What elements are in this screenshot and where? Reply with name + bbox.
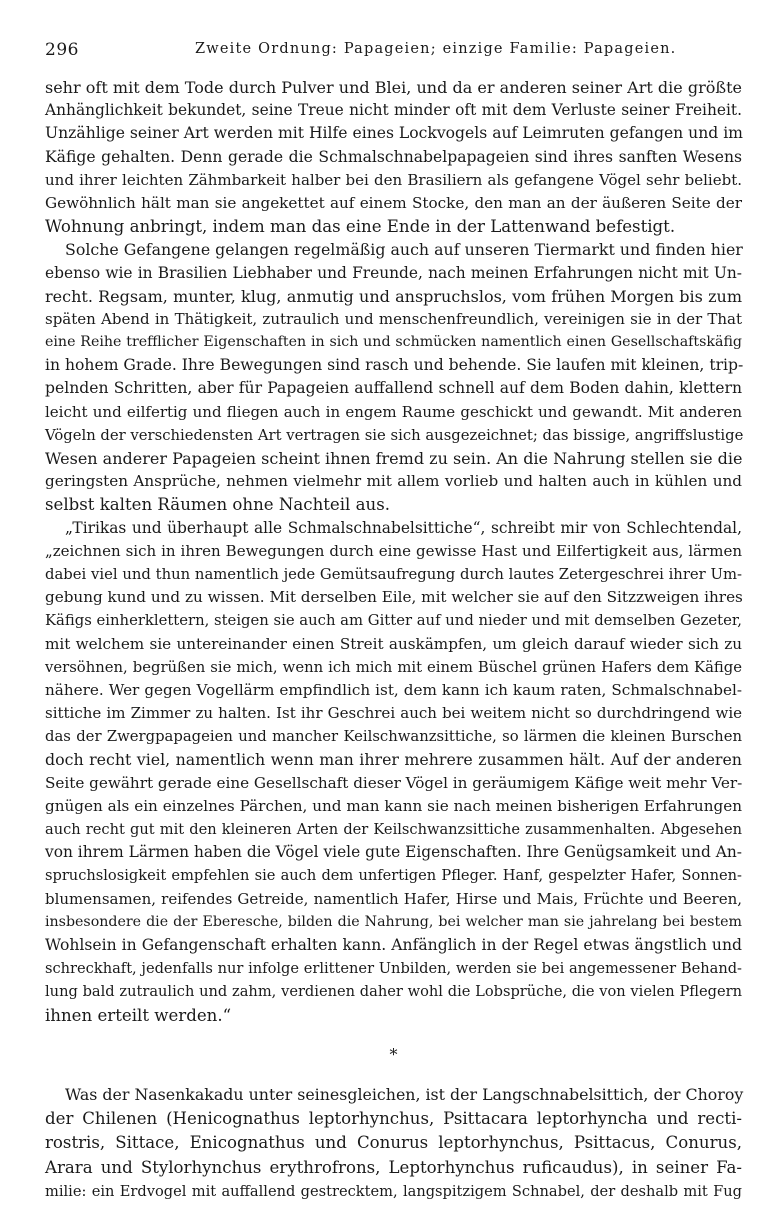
paragraph-2: [45, 238, 742, 516]
text-line: sittiche im Zimmer zu halten. Ist ihr Geschrei auch bei weitem nicht so durchdringend wie: [45, 704, 742, 723]
text-line: gnügen als ein einzelnes Pärchen, und man kann sie nach meinen bisherigen Erfahrungen: [45, 796, 742, 815]
text-line: versöhnen, begrüßen sie mich, wenn ich mich mit einem Büschel grünen Hafers dem Käfige: [45, 658, 742, 676]
text-line: gebung kund und zu wissen. Mit derselben Eile, mit welcher sie auf den Sitzzweigen ihres: [45, 588, 743, 607]
text-line: selbst kalten Räumen ohne Nachteil aus.: [45, 495, 391, 515]
text-line: insbesondere die der Eberesche, bilden die Nahrung, bei welcher man sie jahrelang bei bestem: [45, 913, 742, 930]
text-line: mit welchem sie untereinander einen Streit auskämpfen, um gleich darauf wieder sich zu: [45, 634, 742, 653]
text-line: Wohnung anbringt, indem man das eine Ende in der Lattenwand befestigt.: [45, 217, 676, 237]
text-line: sehr oft mit dem Tode durch Pulver und Blei, und da er anderen seiner Art die größte: [45, 78, 742, 97]
text-line: doch recht viel, namentlich wenn man ihrer mehrere zusammen hält. Auf der anderen: [45, 750, 742, 770]
text-line: Käfige gehalten. Denn gerade die Schmalschnabelpapageien sind ihres sanften Wesens: [45, 147, 742, 166]
text-line: und ihrer leichten Zähmbarkeit halber bei den Brasiliern als gefangene Vögel sehr beliebt.: [45, 170, 742, 189]
text-line: Käfigs einherklettern, steigen sie auch am Gitter auf und nieder und mit demselben Gezeter,: [45, 612, 742, 630]
text-line: spruchslosigkeit empfehlen sie auch dem unfertigen Pfleger. Hanf, gespelzter Hafer, Sonnen-: [45, 867, 742, 885]
text-line: milie: ein Erdvogel mit auffallend gestrecktem, langspitzigem Schnabel, der deshalb mit Fug: [45, 1183, 742, 1201]
text-line: geringsten Ansprüche, nehmen vielmehr mit allem vorlieb und halten auch in kühlen und: [45, 472, 742, 491]
text-line: Was der Nasenkakadu unter seinesgleichen, ist der Langschnabelsittich, der Choroy: [65, 1084, 744, 1104]
text-line: Unzählige seiner Art werden mit Hilfe eines Lockvogels auf Leimruten gefangen und im: [45, 124, 743, 143]
text-line: Gewöhnlich hält man sie angekettet auf einem Stocke, den man an der äußeren Seite der: [45, 193, 742, 212]
page-header: [45, 40, 742, 66]
running-head: Zweite Ordnung: Papageien; einzige Familie: Papageien.: [195, 41, 677, 57]
text-line: Solche Gefangene gelangen regelmäßig auch auf unseren Tiermarkt und finden hier: [65, 240, 743, 260]
paragraph-3-quote: [45, 517, 742, 1027]
section-separator: *: [389, 1044, 398, 1064]
text-line: recht. Regsam, munter, klug, anmutig und anspruchslos, vom frühen Morgen bis zum: [45, 286, 742, 306]
text-line: pelnden Schritten, aber für Papageien auffallend schnell auf dem Boden dahin, klettern: [45, 379, 742, 398]
text-line: das der Zwergpapageien und mancher Keilschwanzsittiche, so lärmen die kleinen Burschen: [45, 728, 742, 746]
text-line: „zeichnen sich in ihren Bewegungen durch eine gewisse Hast und Eilfertigkeit aus, lärmen: [45, 541, 742, 560]
text-line: Anhänglichkeit bekundet, seine Treue nicht minder oft mit dem Verluste seiner Freiheit.: [45, 101, 742, 120]
text-line: „Tirikas und überhaupt alle Schmalschnabelsittiche“, schreibt mir von Schlechtendal,: [65, 518, 742, 537]
text-line: eine Reihe trefflicher Eigenschaften in sich und schmücken namentlich einen Gesellschaftskäfig: [45, 334, 742, 351]
text-line: von ihrem Lärmen haben die Vögel viele gute Eigenschaften. Ihre Genügsamkeit und An-: [45, 843, 742, 862]
text-line: rostris, Sittace, Enicognathus und Conurus leptorhynchus, Psittacus, Conurus,: [45, 1133, 742, 1153]
text-line: ihnen erteilt werden.“: [45, 1005, 232, 1025]
text-line: in hohem Grade. Ihre Bewegungen sind rasch und behende. Sie laufen mit kleinen, trip-: [45, 356, 744, 375]
text-line: lung bald zutraulich und zahm, verdienen daher wohl die Lobsprüche, die von vielen Pflegern: [45, 983, 742, 1001]
text-line: nähere. Wer gegen Vogellärm empfindlich ist, dem kann ich kaum raten, Schmalschnabel-: [45, 680, 742, 699]
paragraph-4: [45, 1083, 742, 1205]
text-line: leicht und eilfertig und fliegen auch in engem Raume geschickt und gewandt. Mit anderen: [45, 402, 742, 421]
text-line: Wohlsein in Gefangenschaft erhalten kann. Anfänglich in der Regel etwas ängstlich und: [45, 935, 742, 954]
text-line: späten Abend in Thätigkeit, zutraulich und menschenfreundlich, vereinigen sie in der That: [45, 309, 742, 328]
text-line: schreckhaft, jedenfalls nur infolge erlittener Unbilden, werden sie bei angemessener Behand-: [45, 960, 742, 978]
text-line: ebenso wie in Brasilien Liebhaber und Freunde, nach meinen Erfahrungen nicht mit Un-: [45, 263, 742, 282]
text-line: Vögeln der verschiedensten Art vertragen sie sich ausgezeichnet; das bissige, angriffslustige: [45, 426, 744, 444]
text-line: Wesen anderer Papageien scheint ihnen fremd zu sein. An die Nahrung stellen sie die: [45, 449, 743, 468]
page-number: 296: [45, 40, 79, 60]
text-line: der Chilenen (Henicognathus leptorhynchus, Psittacara leptorhyncha und recti-: [45, 1109, 742, 1129]
text-line: Seite gewährt gerade eine Gesellschaft dieser Vögel in geräumigem Käfige weit mehr Ver-: [45, 773, 743, 792]
text-line: blumensamen, reifendes Getreide, namentlich Hafer, Hirse und Mais, Früchte und Beeren,: [45, 889, 742, 908]
text-line: dabei viel und thun namentlich jede Gemütsaufregung durch lautes Zetergeschrei ihrer Um-: [45, 565, 742, 583]
text-line: auch recht gut mit den kleineren Arten der Keilschwanzsittiche zusammenhalten. Abgesehen: [45, 821, 742, 838]
text-line: Arara und Stylorhynchus erythrofrons, Leptorhynchus ruficaudus), in seiner Fa-: [45, 1157, 742, 1177]
paragraph-1: [45, 76, 742, 238]
